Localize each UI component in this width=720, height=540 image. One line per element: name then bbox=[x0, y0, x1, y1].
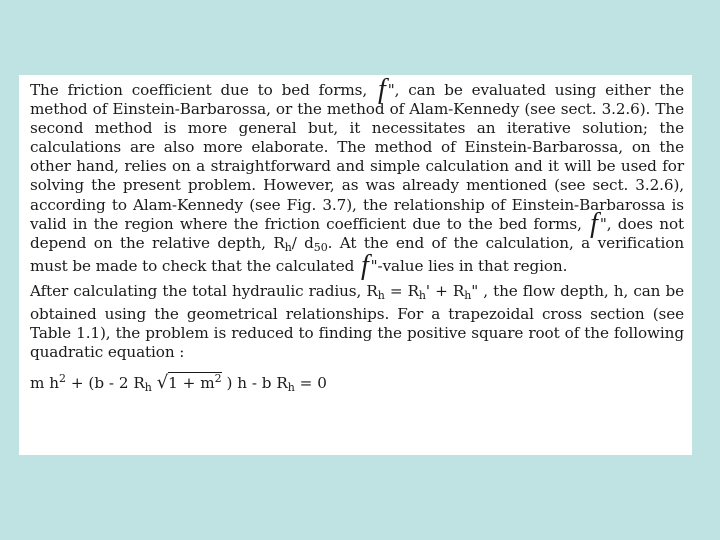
paragraph-bed-form-friction bbox=[30, 74, 685, 281]
subscript: h bbox=[144, 381, 152, 395]
paragraph-hydraulic-radius bbox=[30, 282, 684, 362]
text: ", does not depend on the relative depth, R bbox=[30, 214, 685, 252]
subscript: h bbox=[284, 240, 292, 254]
eq-term: m h bbox=[30, 374, 60, 393]
text: ' + R bbox=[425, 281, 465, 300]
eq-term: ) h - b R bbox=[221, 374, 288, 393]
text: . At the end of the calculation, a verification must be made to check that the calculated bbox=[30, 233, 684, 275]
superscript: 2 bbox=[59, 372, 67, 386]
eq-term: 1 + m bbox=[168, 374, 215, 393]
text: ", can be evaluated using either the method of Einstein-Barbarossa, or the method of Alam-Kennedy (see sect. 3.2.6). The second method is more general but, it necessitates an iterative solution; the calculations are also more elaborate. The method of Einstein-Barbarossa, on the other hand, relies on a straightforward and simple calculation and it will be used for solving the present problem. However, as was already mentioned (see sect. 3.2.6), according to Alam-Kennedy (see Fig. 3.7), the relationship of Einstein-Barbarossa is valid in the region where the friction coefficient due to the bed forms, bbox=[30, 81, 684, 233]
sqrt-symbol: √ bbox=[156, 372, 169, 394]
text: "-value lies in that region. bbox=[370, 256, 568, 275]
text: / d bbox=[291, 233, 314, 252]
text: The friction coefficient due to bed forms, bbox=[30, 81, 368, 99]
subscript: h bbox=[377, 288, 385, 302]
friction-symbol: f bbox=[590, 207, 598, 239]
friction-symbol: f bbox=[378, 74, 386, 105]
radicand bbox=[168, 372, 221, 392]
subscript: h bbox=[464, 288, 472, 302]
text: = R bbox=[384, 281, 419, 300]
quadratic-equation bbox=[30, 369, 684, 398]
text: " , the flow depth, h, can be obtained using the geometrical relationships. For a trapezoidal cross section (see Table 1.1), the problem is reduced to finding the positive square root of the following quadratic equation : bbox=[30, 281, 684, 362]
document-page bbox=[19, 75, 692, 455]
superscript: 2 bbox=[214, 372, 222, 386]
friction-symbol: f bbox=[360, 249, 369, 281]
text: After calculating the total hydraulic radius, R bbox=[30, 281, 378, 300]
eq-term: + (b - 2 R bbox=[66, 374, 145, 393]
subscript: h bbox=[418, 288, 426, 302]
eq-term: = 0 bbox=[294, 374, 327, 393]
subscript: 50 bbox=[313, 240, 328, 254]
subscript: h bbox=[287, 381, 295, 395]
